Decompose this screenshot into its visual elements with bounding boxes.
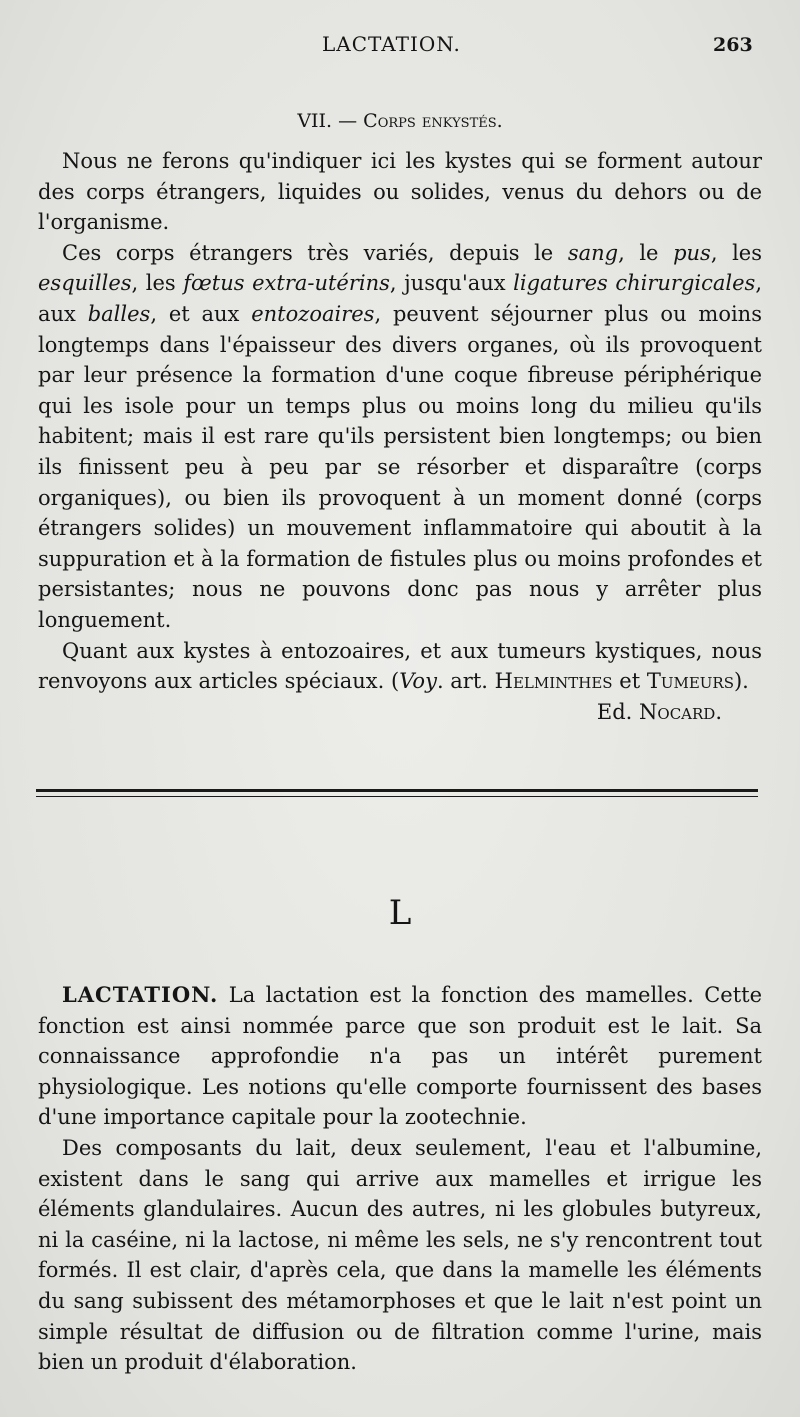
italic-term: ligatures chirurgicales	[513, 271, 756, 296]
author-initial: Ed.	[596, 699, 640, 724]
italic-term: fœtus extra-utérins	[183, 271, 390, 296]
text-run: et	[612, 669, 647, 694]
italic-term: sang	[567, 240, 619, 265]
section-title: Corps enkystés.	[363, 110, 503, 132]
author-name: Nocard.	[639, 699, 722, 724]
corps-enkystes-text	[38, 146, 762, 727]
section-number: VII. —	[297, 110, 358, 132]
divider-rule-thin	[36, 796, 758, 797]
paragraph	[38, 636, 762, 697]
paragraph	[38, 238, 762, 636]
cross-reference: Helminthes	[494, 669, 613, 694]
entry-headword: LACTATION.	[62, 982, 219, 1007]
author-signature	[597, 697, 722, 728]
running-title: LACTATION.	[322, 32, 461, 56]
text-run: La lactation est la fonction des mamelles. Cette fonction est ainsi nommée parce que son produit est le lait. Sa connaissance approfondie n'a pas un intérêt purement physiologique. Les notions qu'elle comporte fournissent des bases d'une importance capitale pour la zootechnie.	[38, 983, 762, 1130]
text-run: , jusqu'aux	[389, 271, 514, 296]
text-run: Quant aux kystes à entozoaires, et aux tumeurs kystiques, nous renvoyons aux articles spéciaux. (	[38, 638, 762, 694]
section-heading	[0, 110, 800, 132]
section-letter: L	[388, 893, 412, 933]
divider-rule-thick	[36, 789, 758, 792]
text-run: ).	[733, 669, 749, 694]
lactation-entry	[38, 980, 762, 1378]
text-run: , les	[131, 271, 184, 296]
text-run: , le	[618, 240, 674, 265]
italic-term: entozoaires	[251, 301, 375, 326]
text-run: , les	[710, 240, 762, 265]
cross-reference: Tumeurs	[646, 669, 734, 694]
page-number: 263	[713, 34, 753, 56]
paragraph: Nous ne ferons qu'indiquer ici les kystes qui se forment autour des corps étrangers, liquides ou solides, venus du dehors ou de l'organisme.	[38, 149, 762, 235]
page-header	[0, 28, 800, 68]
italic-term: balles	[87, 301, 151, 326]
italic-term: esquilles	[38, 271, 132, 296]
paragraph: Des composants du lait, deux seulement, l'eau et l'albumine, existent dans le sang qui arrive aux mamelles et irrigue les éléments glandulaires. Aucun des autres, ni les globules butyreux, ni la caséine, ni la lactose, ni même les sels, ne s'y rencontrent tout formés. Il est clair, d'après cela, que dans la mamelle les éléments du sang subissent des métamorphoses et que le lait n'est point un simple résultat de diffusion ou de filtration comme l'urine, mais bien un produit d'élaboration.	[38, 1135, 762, 1375]
signature-line	[38, 697, 762, 728]
text-run: . art.	[436, 669, 495, 694]
text-run: , aux	[38, 271, 762, 326]
text-run: , et aux	[150, 301, 252, 326]
italic-term: pus	[673, 240, 711, 265]
paragraph	[38, 980, 762, 1133]
text-run: Ces corps étrangers très variés, depuis le	[62, 240, 568, 265]
text-run: , peuvent séjourner plus ou moins longtemps dans l'épaisseur des divers organes, où ils provoquent par leur présence la formation d'une coque fibreuse périphérique qui les isole pour un temps plus ou moins long du milieu qu'ils habitent; mais il est rare qu'ils persistent bien longtemps; ou bien ils finissent peu à peu par se résorber et disparaître (corps organiques), ou bien ils provoquent à un moment donné (corps étrangers solides) un mouvement inflammatoire qui aboutit à la suppuration et à la formation de fistules plus ou moins profondes et persistantes; nous ne pouvons donc pas nous y arrêter plus longuement.	[38, 301, 762, 632]
italic-term: Voy	[399, 669, 437, 694]
